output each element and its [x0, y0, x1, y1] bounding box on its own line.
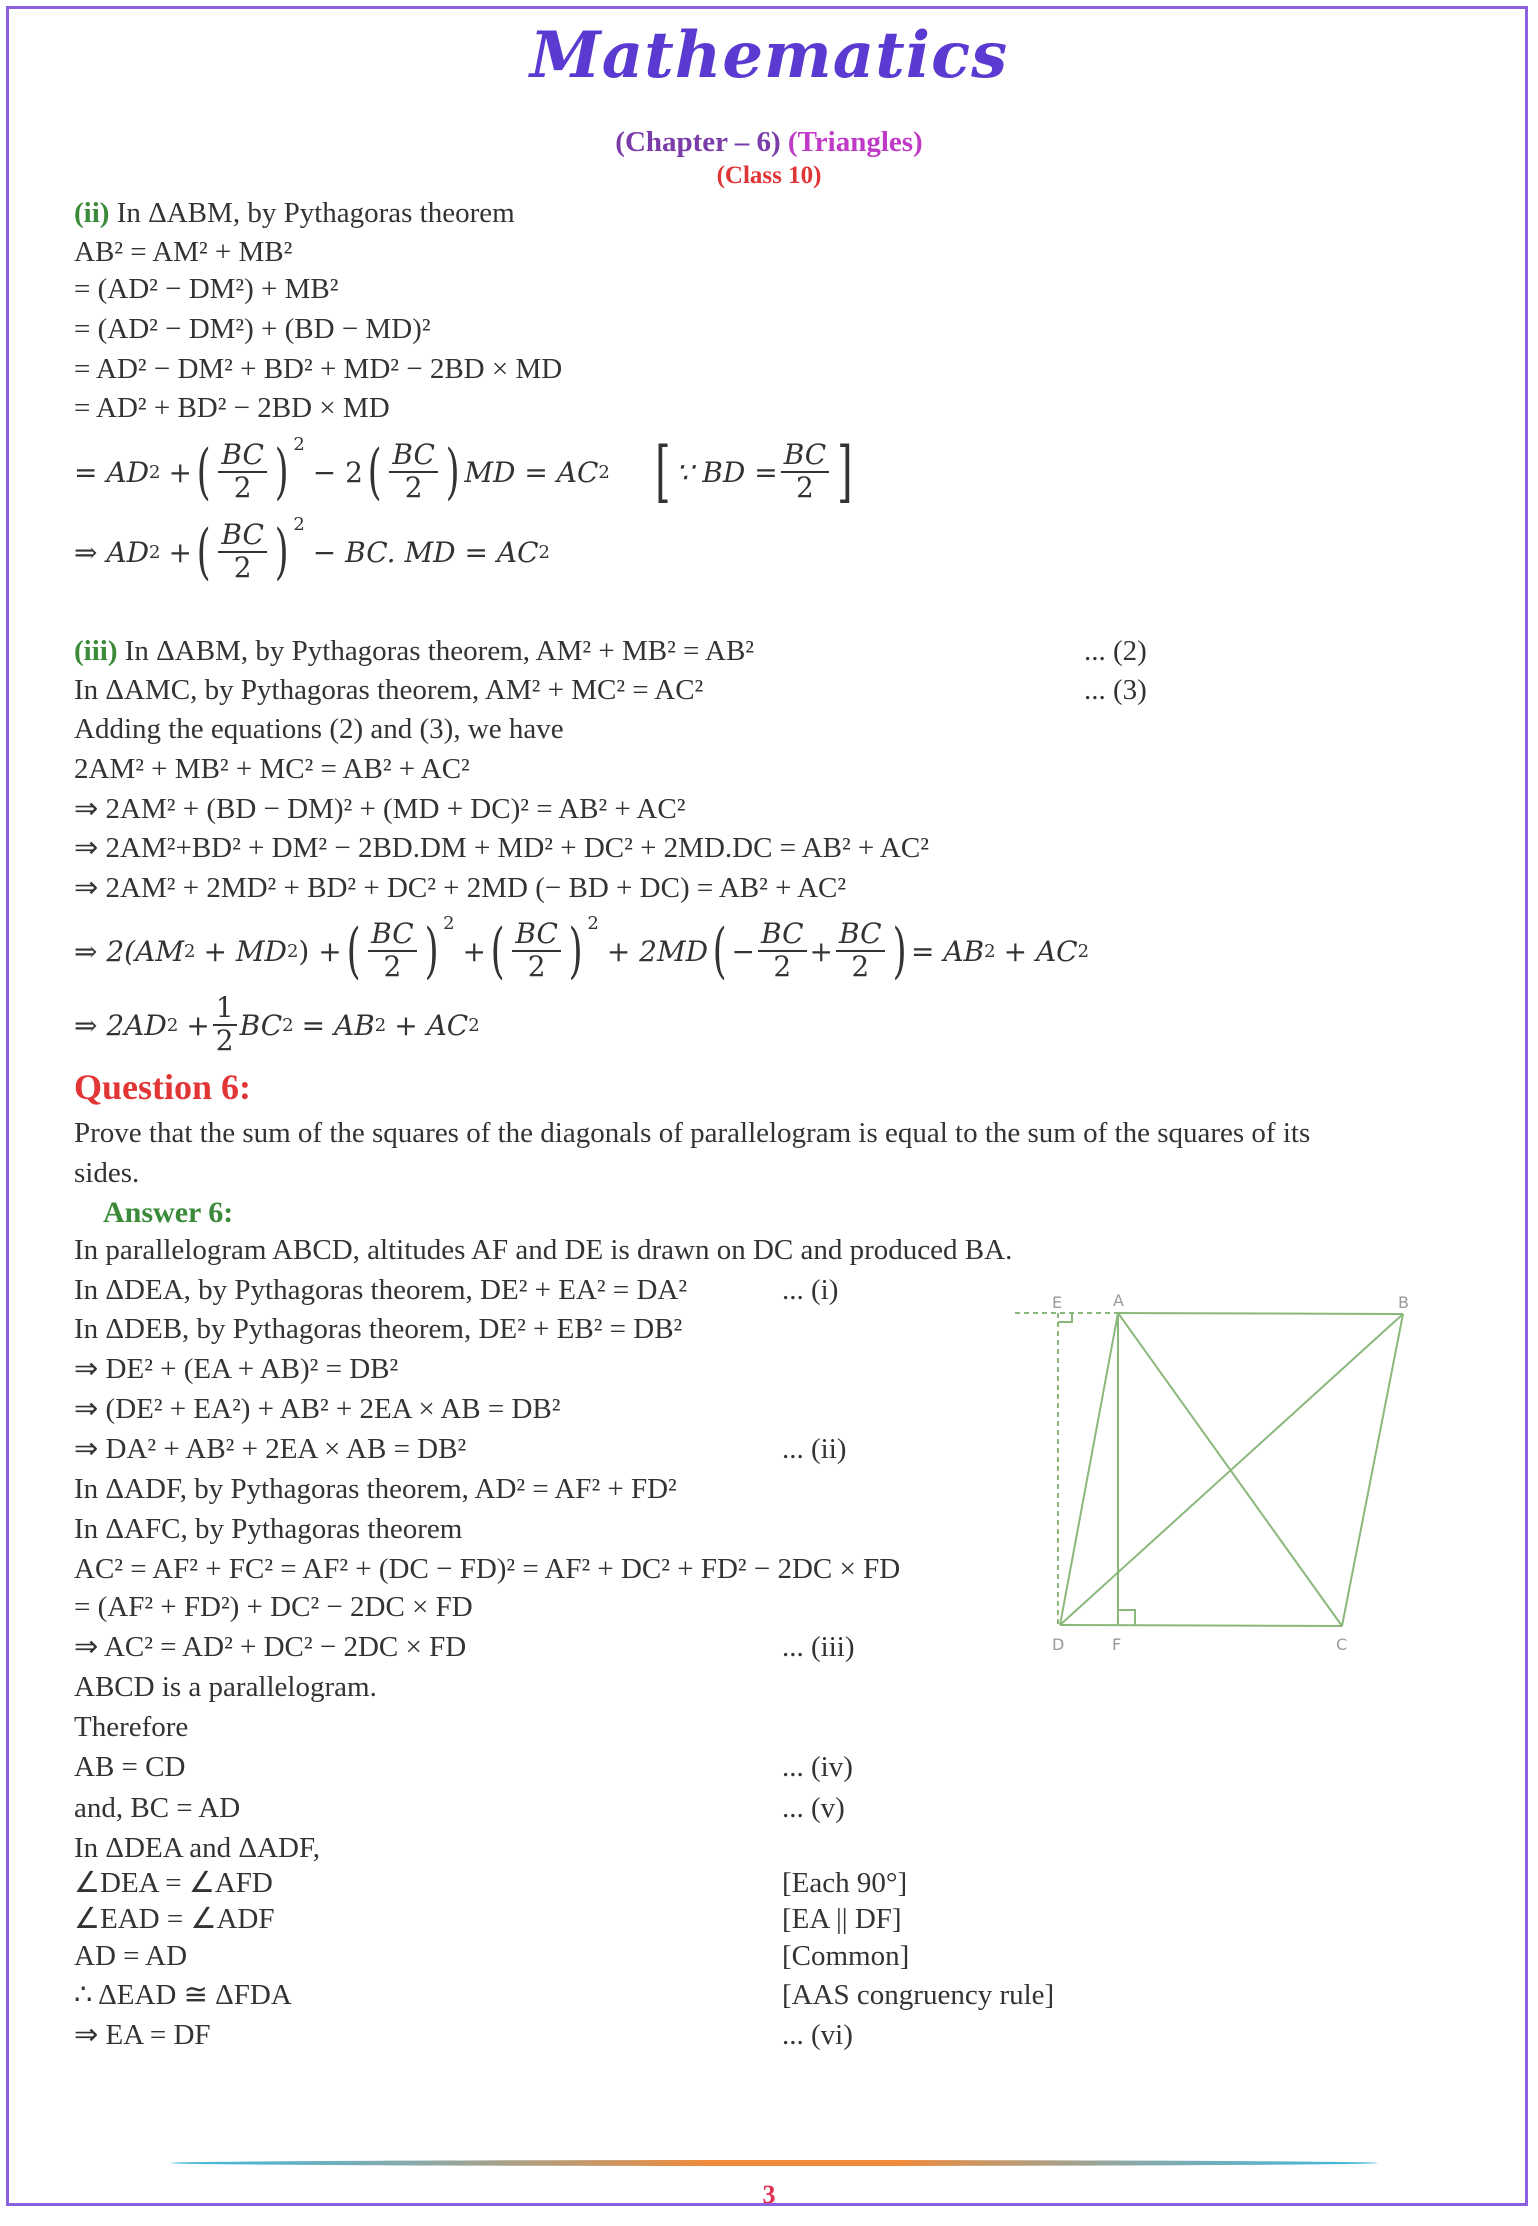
equation-line: = AD² + BD² − 2BD × MD: [74, 392, 390, 424]
answer-line: ⇒ AC² = AD² + DC² − 2DC × FD: [74, 1631, 467, 1663]
answer-reason: [Each 90°]: [782, 1867, 908, 1899]
answer-line: In ΔDEB, by Pythagoras theorem, DE² + EB² = DB²: [74, 1313, 683, 1345]
fraction: $\frac{BC}{2}$: [512, 919, 561, 983]
equation-line: = AD² − DM² + BD² + MD² − 2BD × MD: [74, 353, 563, 385]
equation-line: In ΔAMC, by Pythagoras theorem, AM² + MC² = AC²: [74, 674, 704, 706]
fraction: $\frac{BC}{2}$: [218, 440, 267, 504]
answer-reason: [Common]: [782, 1940, 910, 1972]
class-label: (Class 10): [716, 162, 822, 189]
fraction: $\frac{BC}{2}$: [758, 919, 807, 983]
answer-line: = (AF² + FD²) + DC² − 2DC × FD: [74, 1591, 473, 1623]
fraction-equation: ⇒ AD 2 + ( $\frac{BC}{2}$ ) 2 − BC. MD = AC 2: [74, 514, 550, 587]
answer-line: AB = CD: [74, 1751, 186, 1783]
answer-line: ∠EAD = ∠ADF: [74, 1903, 275, 1935]
part-ii-heading: [74, 193, 515, 233]
label-c: C: [1336, 1635, 1348, 1654]
answer-reason: ... (i): [782, 1274, 839, 1306]
equation-line: 2AM² + MB² + MC² = AB² + AC²: [74, 753, 470, 785]
answer-reason: ... (vi): [782, 2019, 853, 2051]
fraction-equation: ⇒ 2AD 2 + $\frac{1}{2}$ BC 2 = AB 2 + AC 2: [74, 991, 480, 1057]
chapter-topic: (Triangles): [787, 126, 923, 158]
fraction: $\frac{BC}{2}$: [836, 919, 885, 983]
answer-line: Therefore: [74, 1711, 189, 1743]
equation-line: ⇒ 2AM² + 2MD² + BD² + DC² + 2MD (− BD + DC) = AB² + AC²: [74, 872, 847, 904]
side-da: [1060, 1313, 1118, 1625]
answer-line: In ΔDEA and ΔADF,: [74, 1832, 321, 1864]
label-d: D: [1052, 1635, 1065, 1654]
heading-text: In ΔABM, by Pythagoras theorem: [109, 197, 515, 229]
label-a: A: [1113, 1291, 1124, 1310]
answer-line: In ΔADF, by Pythagoras theorem, AD² = AF² + FD²: [74, 1473, 677, 1505]
fraction: $\frac{BC}{2}$: [368, 919, 417, 983]
equation-line: Adding the equations (2) and (3), we have: [74, 713, 564, 745]
right-angle-e: [1058, 1313, 1072, 1322]
answer-line: ∴ ΔEAD ≅ ΔFDA: [74, 1979, 292, 2011]
answer-reason: ... (iii): [782, 1631, 855, 1663]
answer-line: ∠DEA = ∠AFD: [74, 1867, 273, 1899]
equation-line: = (AD² − DM²) + MB²: [74, 273, 339, 305]
answer-reason: ... (ii): [782, 1433, 847, 1465]
label-f: F: [1112, 1635, 1122, 1654]
chapter-heading: [0, 126, 1538, 159]
answer-reason: [EA || DF]: [782, 1903, 902, 1935]
label-b: B: [1398, 1293, 1409, 1312]
equation-ref: ... (3): [1084, 674, 1147, 706]
page-title: Mathematics: [529, 18, 1009, 93]
answer-line: AC² = AF² + FC² = AF² + (DC − FD)² = AF² + DC² + FD² − 2DC × FD: [74, 1553, 901, 1585]
answer-line: ⇒ (DE² + EA²) + AB² + 2EA × AB = DB²: [74, 1393, 561, 1425]
fraction: $\frac{1}{2}$: [213, 993, 237, 1057]
part-label: (ii): [74, 197, 110, 229]
part-label: (iii): [74, 635, 118, 667]
side-ab: [1118, 1313, 1403, 1314]
answer-line: ⇒ DA² + AB² + 2EA × AB = DB²: [74, 1433, 467, 1465]
answer-line: In ΔAFC, by Pythagoras theorem: [74, 1513, 463, 1545]
question-title: Question 6:: [74, 1067, 252, 1107]
parallelogram-diagram: [1000, 1280, 1450, 1680]
page-number: 3: [762, 2180, 776, 2209]
heading-text: In ΔABM, by Pythagoras theorem, AM² + MB² = AB²: [117, 635, 754, 667]
answer-line: ⇒ DE² + (EA + AB)² = DB²: [74, 1353, 399, 1385]
equation-line: ⇒ 2AM² + (BD − DM)² + (MD + DC)² = AB² + AC²: [74, 793, 686, 825]
equation-ref: ... (2): [1084, 635, 1147, 667]
answer-reason: ... (v): [782, 1792, 845, 1824]
answer-reason: [AAS congruency rule]: [782, 1979, 1055, 2011]
side-cd: [1060, 1625, 1342, 1626]
equation-line: = (AD² − DM²) + (BD − MD)²: [74, 313, 431, 345]
part-iii-heading: [74, 631, 754, 671]
answer-title: Answer 6:: [103, 1196, 234, 1229]
right-angle-f: [1118, 1610, 1135, 1626]
answer-line: In parallelogram ABCD, altitudes AF and DE is drawn on DC and produced BA.: [74, 1234, 1013, 1266]
question-text: sides.: [74, 1157, 140, 1189]
chapter-number: (Chapter – 6): [615, 126, 781, 158]
answer-line: ⇒ EA = DF: [74, 2019, 211, 2051]
answer-line: and, BC = AD: [74, 1792, 241, 1824]
footer-divider: [170, 2160, 1378, 2166]
fraction: $\frac{BC}{2}$: [389, 440, 438, 504]
equation-line: ⇒ 2AM²+BD² + DM² − 2BD.DM + MD² + DC² + 2MD.DC = AB² + AC²: [74, 832, 929, 864]
answer-line: In ΔDEA, by Pythagoras theorem, DE² + EA² = DA²: [74, 1274, 688, 1306]
diagonal-ac: [1118, 1313, 1342, 1626]
fraction: $\frac{BC}{2}$: [218, 520, 267, 584]
fraction-equation: ⇒ 2(AM 2 + MD 2 ) + ( $\frac{BC}{2}$ ) 2 + ( $\frac{BC}{2}$ ) 2 + 2MD ( − $\frac{BC}{2}$ + $\frac{BC}{2}$ ) = AB 2 + AC 2: [74, 913, 1090, 986]
label-e: E: [1052, 1293, 1063, 1312]
fraction: $\frac{BC}{2}$: [781, 440, 830, 504]
answer-reason: ... (iv): [782, 1751, 853, 1783]
answer-line: AD = AD: [74, 1940, 188, 1972]
answer-line: ABCD is a parallelogram.: [74, 1671, 377, 1703]
equation-line: AB² = AM² + MB²: [74, 236, 293, 268]
question-text: Prove that the sum of the squares of the diagonals of parallelogram is equal to the sum of the squares of its: [74, 1117, 1311, 1149]
fraction-equation: = AD 2 + ( $\frac{BC}{2}$ ) 2 − 2 ( $\frac{BC}{2}$ ) MD = AC 2 [ ∵ BD = $\frac{BC}{2}$ ]: [74, 433, 853, 510]
